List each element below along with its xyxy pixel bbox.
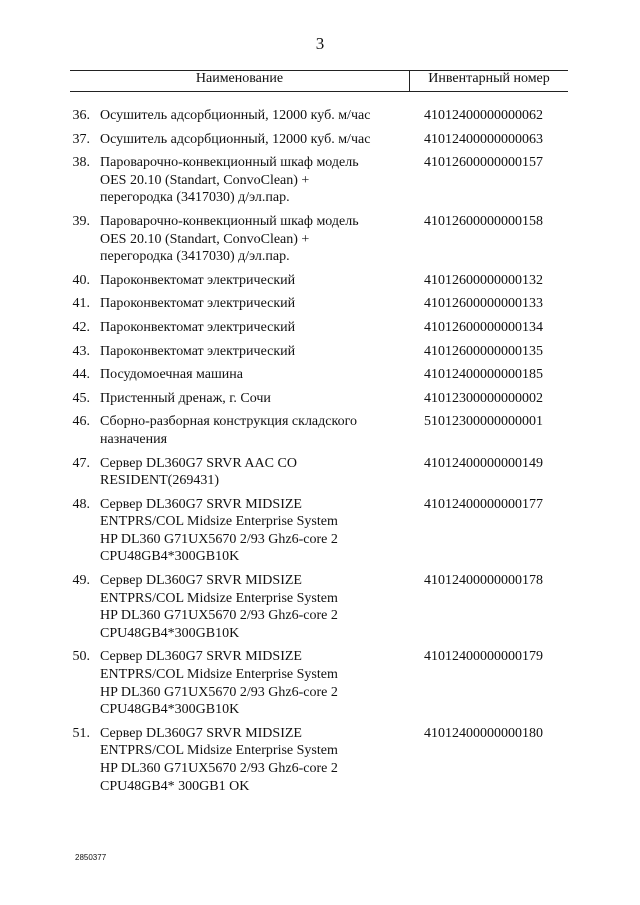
inventory-number: 41012400000000179 xyxy=(424,649,543,665)
table-row xyxy=(0,496,640,566)
page-number: 3 xyxy=(315,34,325,53)
item-name: Сервер DL360G7 SRVR MIDSIZE ENTPRS/COL Midsize Enterprise System HP DL360 G71UX5670 2/93 Ghz6-core 2 CPU48GB4*300GB10K xyxy=(100,496,338,565)
table-row xyxy=(0,295,640,313)
item-name: Пароварочно-конвекционный шкаф модель OES 20.10 (Standart, ConvoClean) + перегородка (3417030) д/эл.пар. xyxy=(100,213,359,265)
row-number: 39. xyxy=(72,213,90,229)
table-header-bottom-rule xyxy=(70,91,568,92)
item-name: Пароконвектомат электрический xyxy=(100,319,296,335)
table-row xyxy=(0,319,640,337)
inventory-number: 41012400000000062 xyxy=(424,108,543,123)
inventory-number: 41012600000000134 xyxy=(424,319,543,335)
table-row xyxy=(0,413,640,448)
table-row xyxy=(0,343,640,361)
inventory-number: 41012600000000132 xyxy=(424,272,543,288)
inventory-number: 41012400000000149 xyxy=(424,455,543,471)
item-name: Сервер DL360G7 SRVR AAC CO RESIDENT(269431) xyxy=(100,455,297,489)
row-number: 46. xyxy=(72,414,90,430)
item-name: Пароварочно-конвекционный шкаф модель OES 20.10 (Standart, ConvoClean) + перегородка (3417030) д/эл.пар. xyxy=(100,155,359,206)
column-header-name: Наименование xyxy=(195,71,284,86)
row-number: 45. xyxy=(72,390,90,406)
column-header-inventory-number: Инвентарный номер xyxy=(428,71,550,86)
row-number: 37. xyxy=(72,131,90,147)
table-row xyxy=(0,648,640,718)
inventory-number: 41012400000000185 xyxy=(424,367,543,383)
inventory-number: 41012400000000177 xyxy=(424,496,543,512)
table-row xyxy=(0,390,640,408)
row-number: 48. xyxy=(72,496,90,512)
item-name: Сборно-разборная конструкция складского назначения xyxy=(100,414,357,447)
row-number: 41. xyxy=(72,296,90,312)
item-name: Сервер DL360G7 SRVR MIDSIZE ENTPRS/COL Midsize Enterprise System HP DL360 G71UX5670 2/93 Ghz6-core 2 CPU48GB4*300GB10K xyxy=(100,573,338,641)
row-number: 50. xyxy=(72,649,90,665)
inventory-list xyxy=(0,107,640,801)
row-number: 38. xyxy=(72,155,90,171)
inventory-number: 41012600000000157 xyxy=(424,155,543,171)
row-number: 44. xyxy=(72,367,90,383)
inventory-number: 41012600000000135 xyxy=(424,343,543,359)
inventory-number: 41012600000000158 xyxy=(424,213,543,229)
item-name: Осушитель адсорбционный, 12000 куб. м/час xyxy=(100,131,371,147)
item-name: Сервер DL360G7 SRVR MIDSIZE ENTPRS/COL Midsize Enterprise System HP DL360 G71UX5670 2/93 Ghz6-core 2 CPU48GB4* 300GB1 OK xyxy=(100,725,338,794)
table-row xyxy=(0,213,640,266)
inventory-number: 41012400000000178 xyxy=(424,573,543,589)
table-row xyxy=(0,107,640,125)
item-name: Посудомоечная машина xyxy=(100,367,244,383)
table-row xyxy=(0,272,640,290)
table-row xyxy=(0,366,640,384)
row-number: 43. xyxy=(72,343,90,359)
inventory-number: 41012400000000063 xyxy=(424,131,543,147)
table-row xyxy=(0,572,640,642)
item-name: Сервер DL360G7 SRVR MIDSIZE ENTPRS/COL Midsize Enterprise System HP DL360 G71UX5670 2/93 Ghz6-core 2 CPU48GB4*300GB10K xyxy=(100,649,338,718)
row-number: 36. xyxy=(72,108,90,123)
document-code: 2850377 xyxy=(75,853,107,862)
table-row xyxy=(0,725,640,795)
inventory-number: 41012300000000002 xyxy=(424,390,543,406)
row-number: 40. xyxy=(72,272,90,288)
row-number: 51. xyxy=(72,725,90,741)
item-name: Пароконвектомат электрический xyxy=(100,343,296,359)
inventory-number: 51012300000000001 xyxy=(424,414,543,430)
row-number: 47. xyxy=(72,455,90,471)
item-name: Пристенный дренаж, г. Сочи xyxy=(100,390,271,406)
row-number: 49. xyxy=(72,573,90,589)
table-row xyxy=(0,131,640,149)
inventory-number: 41012600000000133 xyxy=(424,296,543,312)
table-row xyxy=(0,455,640,490)
item-name: Пароконвектомат электрический xyxy=(100,272,296,288)
row-number: 42. xyxy=(72,319,90,335)
item-name: Пароконвектомат электрический xyxy=(100,296,296,312)
item-name: Осушитель адсорбционный, 12000 куб. м/час xyxy=(100,108,371,123)
table-row xyxy=(0,154,640,207)
inventory-number: 41012400000000180 xyxy=(424,725,543,741)
